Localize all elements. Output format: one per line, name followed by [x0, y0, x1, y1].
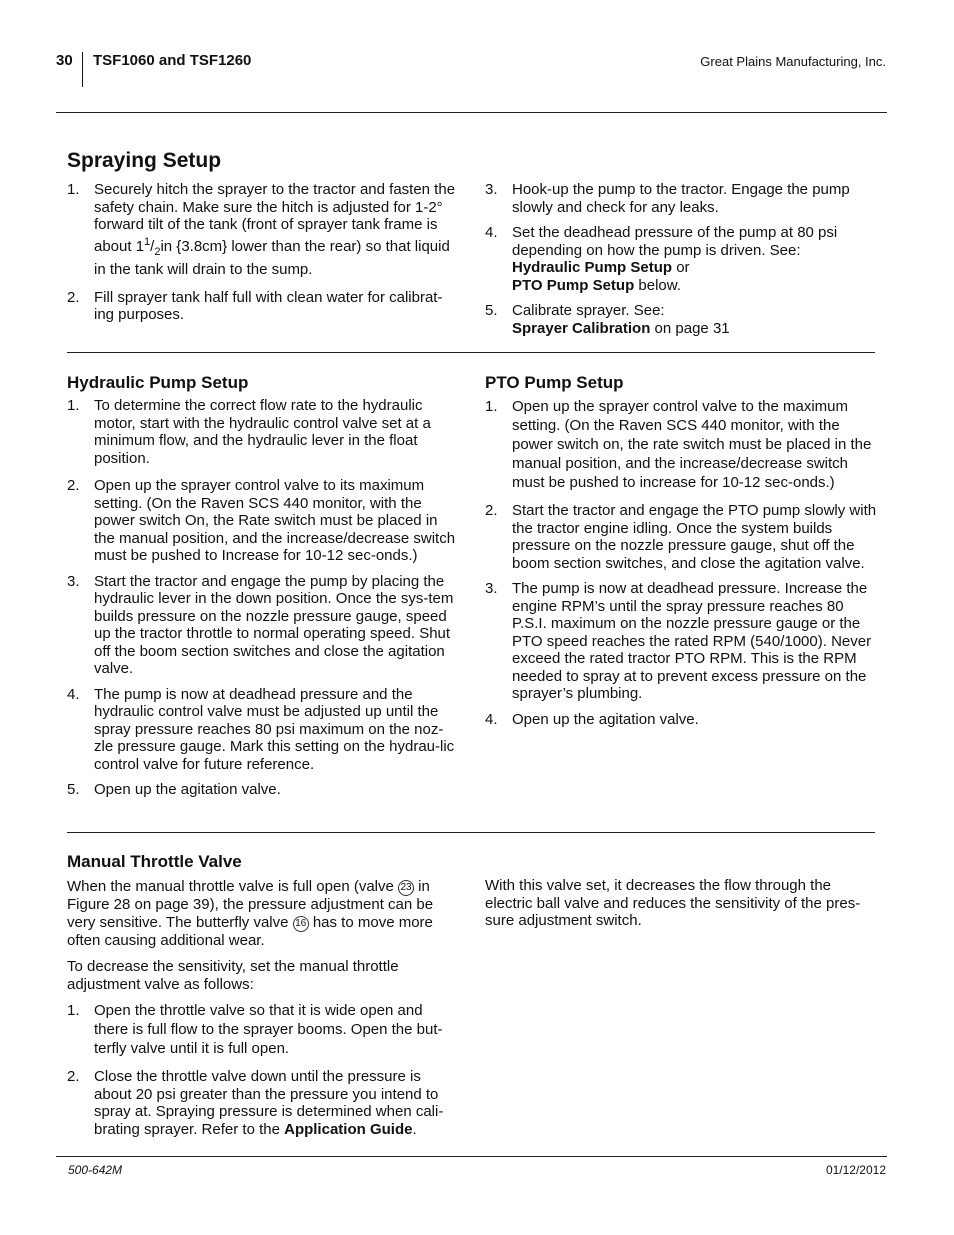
list-item [67, 1068, 459, 1138]
manual-model-title: TSF1060 and TSF1260 [93, 52, 252, 69]
section-title-hydraulic-pump-setup: Hydraulic Pump Setup [67, 373, 249, 392]
step-number: 2. [67, 288, 80, 306]
step-text: Securely hitch the sprayer to the tractor and fasten the safety chain. Make sure the hitch is adjusted for 1-2° forward tilt of the tank (front of sprayer tank frame is about 1 [94, 181, 456, 255]
footer-rule [56, 1156, 887, 1157]
step-text: Open the throttle valve so that it is wide open and there is full flow to the sprayer booms. Open the but-terfly valve until it is full open. [94, 1002, 443, 1057]
step-number: 5. [67, 781, 80, 798]
company-name: Great Plains Manufacturing, Inc. [700, 54, 886, 69]
list-item [485, 302, 877, 337]
cross-reference-link[interactable]: Application Guide [284, 1120, 413, 1138]
callout-number-badge: 23 [398, 880, 414, 896]
step-text: The pump is now at deadhead pressure and the hydraulic control valve must be adjusted up until the spray pressure reaches 80 psi maximum on the noz-zle pressure gauge. Mark this setting on the hydrau-lic control valve for future reference. [94, 685, 455, 773]
step-number: 1. [67, 397, 80, 414]
list-item [67, 686, 459, 774]
section-title-manual-throttle-valve: Manual Throttle Valve [67, 852, 242, 871]
paragraph-text: When the manual throttle valve is full open (valve [67, 878, 399, 895]
list-item [485, 224, 877, 294]
step-text: Open up the agitation valve. [94, 781, 281, 798]
step-number: 2. [485, 502, 498, 519]
step-text: on page 31 [650, 319, 730, 337]
step-number: 4. [67, 685, 80, 703]
paragraph: To decrease the sensitivity, set the manual throttle adjustment valve as follows: [67, 958, 399, 993]
list-item [67, 477, 459, 565]
step-text: Calibrate sprayer. See: [512, 302, 665, 319]
step-text: below. [634, 276, 681, 294]
section-divider [67, 832, 875, 833]
step-number: 2. [67, 1068, 80, 1085]
cross-reference-link[interactable]: Hydraulic Pump Setup [512, 259, 673, 276]
spraying-setup-right-column [485, 181, 877, 345]
step-text: Close the throttle valve down until the pressure is about 20 psi greater than the pressure you intend to spray at. Spraying pressure is determined when cali-brating sprayer. Refer to the [94, 1068, 444, 1138]
step-text: To determine the correct flow rate to the hydraulic motor, start with the hydraulic control valve set at a minimum flow, and the hydraulic lever in the float position. [94, 397, 431, 467]
paragraph: With this valve set, it decreases the flow through the electric ball valve and reduces the sensitivity of the pres-sure adjustment switch. [485, 877, 861, 929]
list-item [67, 781, 459, 799]
step-text: or [672, 259, 690, 276]
section-title-spraying-setup: Spraying Setup [67, 149, 222, 172]
step-number: 4. [485, 710, 498, 728]
page-number: 30 [56, 52, 73, 69]
step-text: Open up the sprayer control valve to the maximum setting. (On the Raven SCS 440 monitor, with the power switch on, the rate switch must be placed in the manual position, and the increase/decrease switch must be pushed to increase for 10-12 sec-onds.) [512, 398, 872, 491]
step-number: 3. [67, 572, 80, 590]
list-item [67, 1001, 459, 1058]
manual-throttle-valve-right-column [485, 877, 877, 938]
step-text: The pump is now at deadhead pressure. Increase the engine RPM’s until the spray pressure reaches 80 P.S.I. maximum on the nozzle pressure gauge or the PTO speed reaches the rated RPM (540/1000). Never exceed the rated tractor PTO RPM. This is the RPM needed to spray at to prevent excess pressure on the sprayer’s plumbing. [512, 580, 872, 702]
list-item [67, 397, 459, 467]
step-text: Open up the sprayer control valve to its maximum setting. (On the Raven SCS 440 monitor, with the power switch On, the Rate switch must be placed in the manual position, and the increase/decrease switch must be pushed to Increase for 10-12 sec-onds.) [94, 477, 456, 564]
paragraph-text: has to move more often causing additional wear. [67, 914, 433, 949]
list-item [485, 181, 877, 216]
step-number: 2. [67, 477, 80, 494]
cross-reference-link[interactable]: PTO Pump Setup [512, 276, 635, 294]
fraction-denominator: 2 [154, 245, 161, 258]
step-text: Start the tractor and engage the PTO pump slowly with the tractor engine idling. Once the system builds pressure on the nozzle pressure gauge, shut off the boom section switches, and close the agitation valve. [512, 502, 877, 572]
section-title-pto-pump-setup: PTO Pump Setup [485, 373, 624, 392]
fraction-numerator: 1 [144, 235, 151, 248]
step-text: . [412, 1120, 417, 1138]
manual-throttle-valve-left-column [67, 878, 459, 1146]
list-item [67, 573, 459, 678]
step-text: Set the deadhead pressure of the pump at 80 psi depending on how the pump is driven. See: [512, 224, 838, 259]
spraying-setup-left-column [67, 181, 459, 332]
step-number: 4. [485, 224, 498, 241]
section-divider [67, 352, 875, 353]
paragraph-text: in Figure 28 on page 39), the pressure adjustment can be very sensitive. The butterfly valve [67, 878, 434, 931]
step-text: Fill sprayer tank half full with clean water for calibrat-ing purposes. [94, 288, 443, 323]
header-rule [56, 112, 887, 113]
list-item [485, 397, 877, 492]
callout-number-badge: 16 [293, 916, 309, 932]
hydraulic-pump-setup-steps [67, 397, 459, 807]
cross-reference-link[interactable]: Sprayer Calibration [512, 319, 651, 337]
list-item [485, 711, 877, 729]
paragraph [67, 878, 459, 950]
list-item [485, 580, 877, 703]
step-text: in {3.8cm} lower than the rear) so that liquid in the tank will drain to the sump. [94, 237, 450, 278]
step-number: 5. [485, 302, 498, 319]
step-number: 1. [485, 398, 498, 415]
list-item: 1. Securely hitch the sprayer to the tractor and fasten the safety chain. Make sure the hitch is adjusted for 1-2° forward tilt of the tank (front of sprayer tank frame is about $1^1/_2in$ {3.8cm} lower than the rear) so that liquid in the tank will drain to the sump. [67, 181, 456, 278]
step-number: 1. [67, 181, 80, 198]
step-number: 1. [67, 1002, 80, 1019]
list-item [485, 502, 877, 572]
header-divider [82, 52, 83, 87]
publication-date: 01/12/2012 [825, 1163, 886, 1177]
step-text: Start the tractor and engage the pump by placing the hydraulic lever in the down position. Once the sys-tem builds pressure on the nozzle pressure gauge, speed up the tractor throttle to normal operating speed. Shut off the boom section switches and close the agitation valve. [94, 572, 454, 677]
step-number: 3. [485, 181, 498, 198]
step-text: Hook-up the pump to the tractor. Engage the pump slowly and check for any leaks. [512, 181, 850, 216]
document-number: 500-642M [68, 1163, 123, 1177]
pto-pump-setup-steps [485, 397, 877, 736]
list-item [67, 289, 459, 324]
step-text: Open up the agitation valve. [512, 710, 699, 728]
step-number: 3. [485, 580, 498, 597]
